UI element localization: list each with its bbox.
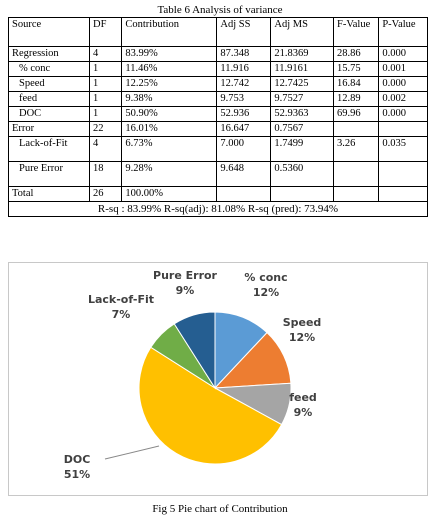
header-adj-ms: Adj MS — [271, 18, 334, 47]
cell-df: 1 — [89, 62, 121, 77]
header-f-value: F-Value — [334, 18, 379, 47]
cell-f-value: 3.26 — [334, 137, 379, 162]
cell-source: DOC — [9, 107, 90, 122]
cell-adj-ss: 9.753 — [217, 92, 271, 107]
cell-source: Error — [9, 122, 90, 137]
cell-f-value: 28.86 — [334, 47, 379, 62]
cell-f-value: 15.75 — [334, 62, 379, 77]
cell-adj-ms: 11.9161 — [271, 62, 334, 77]
cell-adj-ms — [271, 187, 334, 202]
table-caption: Table 6 Analysis of variance — [157, 4, 283, 16]
cell-source: feed — [9, 92, 90, 107]
pie-label-lack-of-fit: Lack-of-Fit 7% — [87, 293, 155, 321]
cell-source: % conc — [9, 62, 90, 77]
cell-adj-ms: 52.9363 — [271, 107, 334, 122]
cell-p-value — [379, 187, 428, 202]
cell-f-value — [334, 162, 379, 187]
table-row — [9, 162, 428, 187]
cell-f-value: 12.89 — [334, 92, 379, 107]
cell-df: 1 — [89, 107, 121, 122]
table-row — [9, 187, 428, 202]
cell-p-value: 0.000 — [379, 77, 428, 92]
table-row — [9, 137, 428, 162]
cell-p-value: 0.000 — [379, 107, 428, 122]
header-p-value: P-Value — [379, 18, 428, 47]
cell-adj-ss: 87.348 — [217, 47, 271, 62]
cell-contribution: 83.99% — [122, 47, 217, 62]
table-row — [9, 107, 428, 122]
cell-f-value: 69.96 — [334, 107, 379, 122]
cell-adj-ms: 0.7567 — [271, 122, 334, 137]
header-contribution: Contribution — [122, 18, 217, 47]
cell-p-value: 0.035 — [379, 137, 428, 162]
table-row — [9, 92, 428, 107]
pie-label-conc: % conc 12% — [244, 271, 288, 299]
pie-label-feed: feed 9% — [289, 391, 317, 419]
cell-adj-ms: 12.7425 — [271, 77, 334, 92]
cell-adj-ss: 11.916 — [217, 62, 271, 77]
pie-label-pure-error: Pure Error 9% — [153, 269, 217, 297]
cell-adj-ms: 9.7527 — [271, 92, 334, 107]
cell-df: 4 — [89, 137, 121, 162]
cell-adj-ms: 0.5360 — [271, 162, 334, 187]
cell-contribution: 50.90% — [122, 107, 217, 122]
header-df: DF — [89, 18, 121, 47]
header-source: Source — [9, 18, 90, 47]
rsq-row — [9, 202, 428, 217]
cell-adj-ms: 21.8369 — [271, 47, 334, 62]
table-row — [9, 62, 428, 77]
cell-adj-ss: 7.000 — [217, 137, 271, 162]
pie-chart — [9, 263, 427, 495]
doc-leader-line — [105, 446, 159, 459]
cell-p-value: 0.002 — [379, 92, 428, 107]
cell-adj-ms: 1.7499 — [271, 137, 334, 162]
cell-p-value: 0.000 — [379, 47, 428, 62]
cell-source: Total — [9, 187, 90, 202]
pie-chart-frame — [8, 262, 428, 496]
cell-p-value: 0.001 — [379, 62, 428, 77]
cell-df: 1 — [89, 92, 121, 107]
cell-source: Regression — [9, 47, 90, 62]
cell-df: 22 — [89, 122, 121, 137]
anova-table — [8, 17, 428, 217]
pie-label-doc: DOC 51% — [63, 453, 91, 481]
cell-contribution: 9.28% — [122, 162, 217, 187]
table-header-row — [9, 18, 428, 47]
cell-df: 26 — [89, 187, 121, 202]
cell-adj-ss: 12.742 — [217, 77, 271, 92]
cell-df: 4 — [89, 47, 121, 62]
cell-adj-ss: 52.936 — [217, 107, 271, 122]
cell-f-value: 16.84 — [334, 77, 379, 92]
cell-df: 1 — [89, 77, 121, 92]
cell-contribution: 16.01% — [122, 122, 217, 137]
cell-f-value — [334, 122, 379, 137]
cell-contribution: 9.38% — [122, 92, 217, 107]
cell-p-value — [379, 122, 428, 137]
cell-contribution: 100.00% — [122, 187, 217, 202]
rsq-summary: R-sq : 83.99% R-sq(adj): 81.08% R-sq (pred): 73.94% — [9, 202, 428, 217]
cell-contribution: 12.25% — [122, 77, 217, 92]
pie-label-speed: Speed 12% — [282, 316, 322, 344]
cell-p-value — [379, 162, 428, 187]
cell-adj-ss: 9.648 — [217, 162, 271, 187]
table-row — [9, 47, 428, 62]
header-adj-ss: Adj SS — [217, 18, 271, 47]
cell-adj-ss: 16.647 — [217, 122, 271, 137]
cell-source: Lack-of-Fit — [9, 137, 90, 162]
cell-source: Pure Error — [9, 162, 90, 187]
cell-source: Speed — [9, 77, 90, 92]
cell-adj-ss — [217, 187, 271, 202]
cell-contribution: 6.73% — [122, 137, 217, 162]
table-row — [9, 122, 428, 137]
cell-df: 18 — [89, 162, 121, 187]
cell-f-value — [334, 187, 379, 202]
table-row — [9, 77, 428, 92]
cell-contribution: 11.46% — [122, 62, 217, 77]
figure-caption: Fig 5 Pie chart of Contribution — [152, 503, 288, 515]
